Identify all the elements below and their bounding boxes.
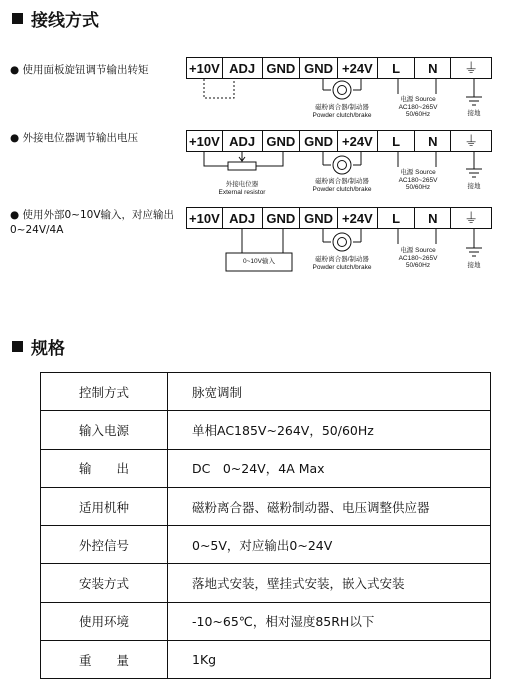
table-row (41, 602, 491, 640)
terminal-adj: ADJ (223, 58, 263, 78)
power-wires (398, 79, 436, 94)
power-source-label: 电源 Source AC180~265V 50/60Hz (398, 247, 438, 269)
resistor-icon (228, 162, 256, 170)
table-row (41, 487, 491, 525)
terminal-adj: ADJ (223, 208, 263, 228)
terminal-gnd: GND (263, 208, 301, 228)
spec-section-title (12, 334, 65, 359)
ground-terminal-icon: ⏚ (464, 60, 479, 76)
terminal-24v: +24V (338, 208, 378, 228)
terminal-10v: +10V (187, 58, 223, 78)
table-row (41, 411, 491, 449)
spec-key: 使用环境 (41, 602, 168, 640)
terminal-gnd: GND (263, 131, 301, 151)
spec-value: 单相AC185V~264V，50/60Hz (168, 411, 491, 449)
spec-table (40, 372, 491, 679)
ground-terminal-icon: ⏚ (464, 133, 479, 149)
diagram-1-description: ● 使用面板旋钮调节输出转矩 (10, 64, 149, 76)
clutch-label: 磁粉离合器/制动器 Powder clutch/brake (312, 104, 372, 119)
spec-value: -10~65℃，相对湿度85RH以下 (168, 602, 491, 640)
spec-title-text: 规格 (31, 339, 65, 359)
power-source-label: 电源 Source AC180~265V 50/60Hz (398, 96, 438, 118)
terminal-10v: +10V (187, 208, 223, 228)
power-source-label: 电源 Source AC180~265V 50/60Hz (398, 169, 438, 191)
spec-key: 适用机种 (41, 487, 168, 525)
spec-key: 控制方式 (41, 373, 168, 411)
clutch-label: 磁粉离合器/制动器 Powder clutch/brake (312, 178, 372, 193)
terminal-l: L (378, 208, 416, 228)
terminal-l: L (378, 131, 416, 151)
spec-key: 输入电源 (41, 411, 168, 449)
spec-key: 外控信号 (41, 526, 168, 564)
ground-label: 接地 (467, 183, 481, 190)
knob-dashed-link (204, 79, 234, 98)
ground-terminal-icon: ⏚ (464, 210, 479, 226)
wiper-arrow-icon (239, 152, 245, 161)
terminal-gnd-2: GND (300, 208, 338, 228)
terminal-n: N (415, 58, 451, 78)
clutch-icon (333, 81, 351, 99)
spec-key: 安装方式 (41, 564, 168, 602)
terminal-adj: ADJ (223, 131, 263, 151)
diagram-3-description: ● 使用外部0~10V输入，对应输出0~24V/4A (10, 209, 175, 236)
clutch-icon (333, 156, 351, 174)
ground-icon (466, 79, 482, 105)
clutch-label: 磁粉离合器/制动器 Powder clutch/brake (312, 256, 372, 271)
table-row (41, 526, 491, 564)
wiring-title-text: 接线方式 (31, 11, 99, 31)
terminal-gnd: GND (263, 58, 301, 78)
spec-key: 输 出 (41, 449, 168, 487)
table-row (41, 641, 491, 679)
terminal-24v: +24V (338, 58, 378, 78)
ground-icon (466, 152, 482, 177)
diagram-2-description: ● 外接电位器调节输出电压 (10, 132, 138, 144)
clutch-icon (333, 233, 351, 251)
terminal-n: N (415, 131, 451, 151)
terminal-10v: +10V (187, 131, 223, 151)
input-wires (242, 229, 283, 245)
terminal-n: N (415, 208, 451, 228)
terminal-gnd-2: GND (300, 131, 338, 151)
square-bullet-icon (12, 341, 23, 352)
spec-value: 落地式安装，壁挂式安装，嵌入式安装 (168, 564, 491, 602)
spec-value: 脉宽调制 (168, 373, 491, 411)
ground-label: 接地 (467, 262, 481, 269)
ground-label: 接地 (467, 110, 481, 117)
terminal-l: L (378, 58, 416, 78)
spec-value: 磁粉离合器、磁粉制动器、电压调整供应器 (168, 487, 491, 525)
spec-value: 0~5V，对应输出0~24V (168, 526, 491, 564)
spec-value: DC 0~24V，4A Max (168, 449, 491, 487)
spec-value: 1Kg (168, 641, 491, 679)
table-row (41, 564, 491, 602)
external-resistor-label: 外接电位器 External resistor (218, 181, 266, 196)
table-row (41, 373, 491, 411)
ground-icon (466, 229, 482, 256)
table-row (41, 449, 491, 487)
terminal-24v: +24V (338, 131, 378, 151)
terminal-gnd-2: GND (300, 58, 338, 78)
input-label: 0~10V输入 (243, 258, 275, 265)
spec-key: 重 量 (41, 641, 168, 679)
